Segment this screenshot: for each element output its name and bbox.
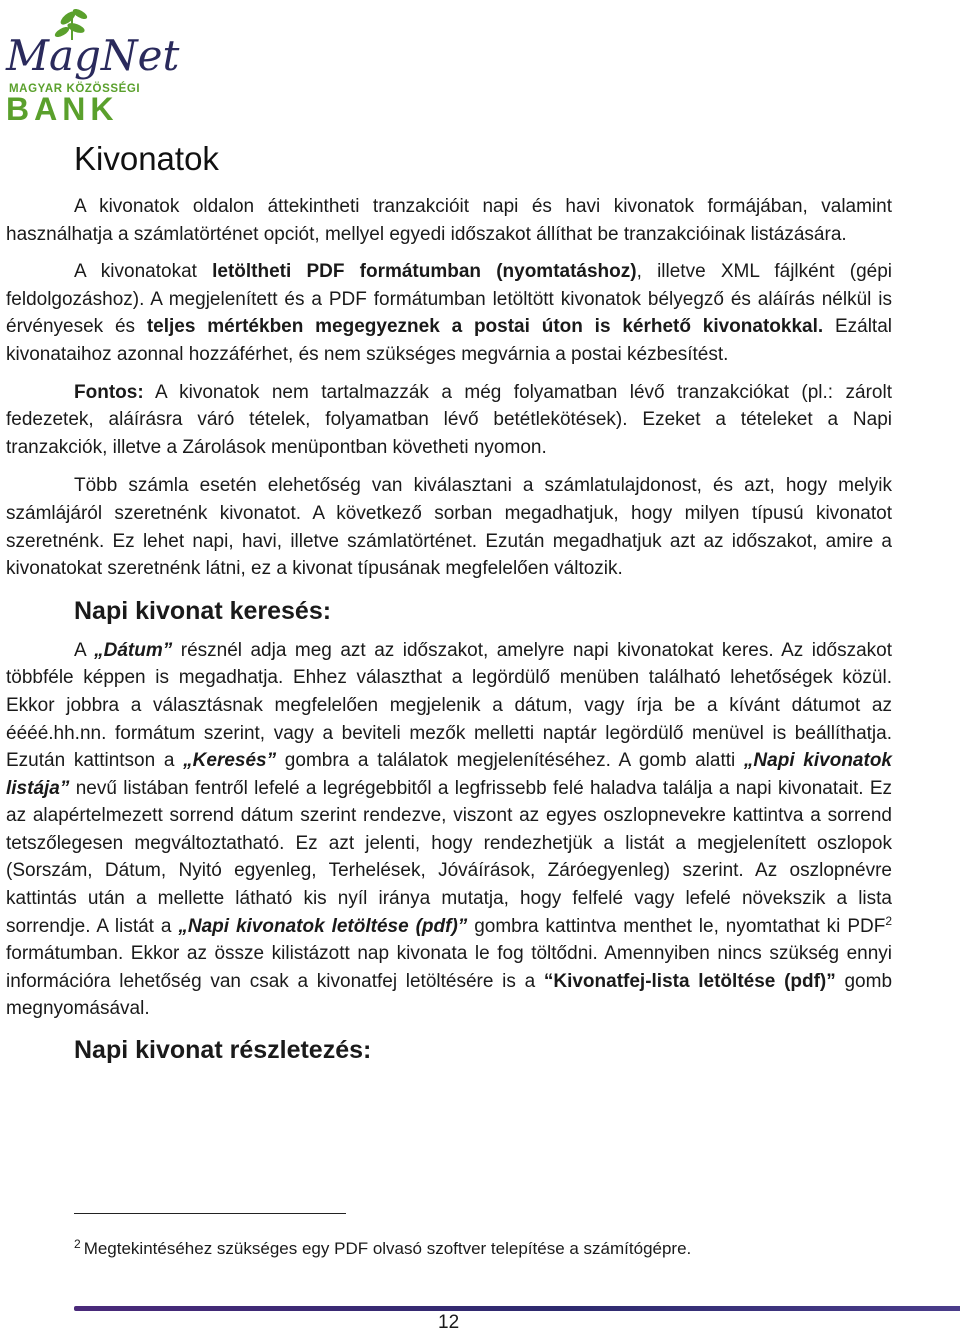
- section-heading-search: Napi kivonat keresés:: [74, 596, 332, 625]
- bold-span: letöltheti PDF formátumban (nyomtatáshoz): [212, 261, 637, 283]
- text-span: , illetve XML fájlként (gépi feldolgozáshoz). A megjelenített és a PDF formátumban letöltött kivonatok bélyegző és aláírás nélkül is érvényesek és: [6, 261, 892, 338]
- bold-span: teljes mértékben megegyeznek a postai úton is kérhető kivonatokkal.: [146, 316, 824, 338]
- paragraph-multiple-accounts: Több számla esetén elehetőség van kiválasztani a számlatulajdonost, és azt, hogy melyik számlájáról szeretnénk kivonatot. A következő sorban megadhatjuk, hogy milyen típusú kivonatot szeretnénk. Ez lehet napi, havi, illetve számlatörténet. Ezután megadhatjuk azt az időszakot, amire a kivonatokat szeretnénk látni, ez a kivonat típusának megfelelően változik.: [6, 475, 892, 580]
- bold-span: “Kivonatfej-lista letöltése (pdf)”: [543, 970, 836, 992]
- logo-text-magnet: MagNet: [6, 31, 180, 80]
- bold-italic-span: „Napi kivonatok letöltése (pdf)”: [178, 915, 468, 937]
- paragraph-search: [6, 637, 892, 1023]
- footnote-number: 2: [74, 1237, 81, 1251]
- magnet-bank-logo: [6, 6, 180, 127]
- footer-rule: [74, 1306, 960, 1311]
- footnote-divider: [74, 1213, 346, 1214]
- page-number: 12: [438, 1312, 460, 1333]
- text-span: A kivonatokat: [74, 261, 213, 283]
- section-heading-details: Napi kivonat részletezés:: [74, 1036, 372, 1065]
- page-title: Kivonatok: [74, 140, 219, 177]
- logo-text-mid: MAGYAR KÖZÖSSÉGI: [9, 83, 141, 95]
- paragraph-download: [6, 258, 892, 368]
- text-span: A: [74, 639, 95, 661]
- text-span: A kivonatok nem tartalmazzák a még folyamatban lévő tranzakciókat (pl.: zárolt fedezetek, aláírásra váró tételek, folyamatban lévő betétlekötések). Ezeket a tételeket a Napi tranzakciók, illetve a Zárolások menüpontban követheti nyomon.: [6, 381, 892, 458]
- logo-graphic: [6, 6, 180, 127]
- text-span: Ezáltal kivonataihoz azonnal hozzáférhet, és nem szükséges megvárnia a postai kézbesítést.: [6, 316, 892, 365]
- footnote-text: Megtekintéséhez szükséges egy PDF olvasó szoftver telepítése a számítógépre.: [83, 1239, 692, 1258]
- document-body: [6, 138, 892, 1066]
- bold-italic-span: „Dátum”: [94, 639, 173, 661]
- paragraph-important: [6, 379, 892, 462]
- text-span: résznél adja meg azt az időszakot, amelyre napi kivonatokat keres. Az időszakot többféle képpen is megadhatja. Ehhez választhat a legördülő menüben található lehetőségek közül. Ekkor jobbra a választásnak megfelelően megjelenik a dátum, vagy írja be a kívánt dátumot az éééé.hh.nn. formátum szerint, vagy a beviteli mezők melletti naptár legördülő menüvel is beállíthatja. Ezután kattintson a: [6, 639, 892, 772]
- logo-text-bank: BANK: [6, 91, 119, 127]
- text-span: gombra kattintva menthet le, nyomtathat ki PDF: [467, 915, 886, 937]
- text-span: nevű listában fentről lefelé a legrégebbitől a legfrissebb felé haladva találja a napi kivonatait. Ez az alapértelmezett sorrend dátum szerint rendezve, viszont az egyes oszlopnevekre kattintva a sorrend tetszőlegesen megváltoztatható. Ez azt jelenti, hogy rendezhetjük a listát a megjelenített oszlopok (Sorszám, Dátum, Nyitó egyenleg, Terhelések, Jóváírások, Záróegyenleg) szerint. Az oszlopnévre kattintás után a mellette látható kis nyíl iránya mutatja, hogy felfelé vagy lefelé növekszik a lista sorrendje. A listát a: [6, 777, 892, 937]
- footnote-ref: 2: [885, 913, 893, 928]
- text-span: gombra a találatok megjelenítéséhez. A gomb alatti: [276, 750, 744, 772]
- bold-italic-span: „Keresés”: [183, 750, 277, 772]
- paragraph-intro: A kivonatok oldalon áttekintheti tranzakcióit napi és havi kivonatok formájában, valamint használhatja a számlatörténet opciót, mellyel egyedi időszakot állíthat be tranzakcióinak listázására.: [6, 196, 892, 245]
- bold-italic-span: „Napi kivonatok listája”: [6, 750, 892, 799]
- text-span: gomb megnyomásával.: [6, 970, 893, 1020]
- text-span: formátumban. Ekkor az össze kilistázott nap kivonata le fog töltődni. Amennyiben nincs szükség ennyi információra lehetőség van csak a kivonatfej letöltésére is a: [6, 943, 892, 992]
- bold-span: Fontos:: [74, 381, 144, 403]
- footnote: [74, 1237, 691, 1261]
